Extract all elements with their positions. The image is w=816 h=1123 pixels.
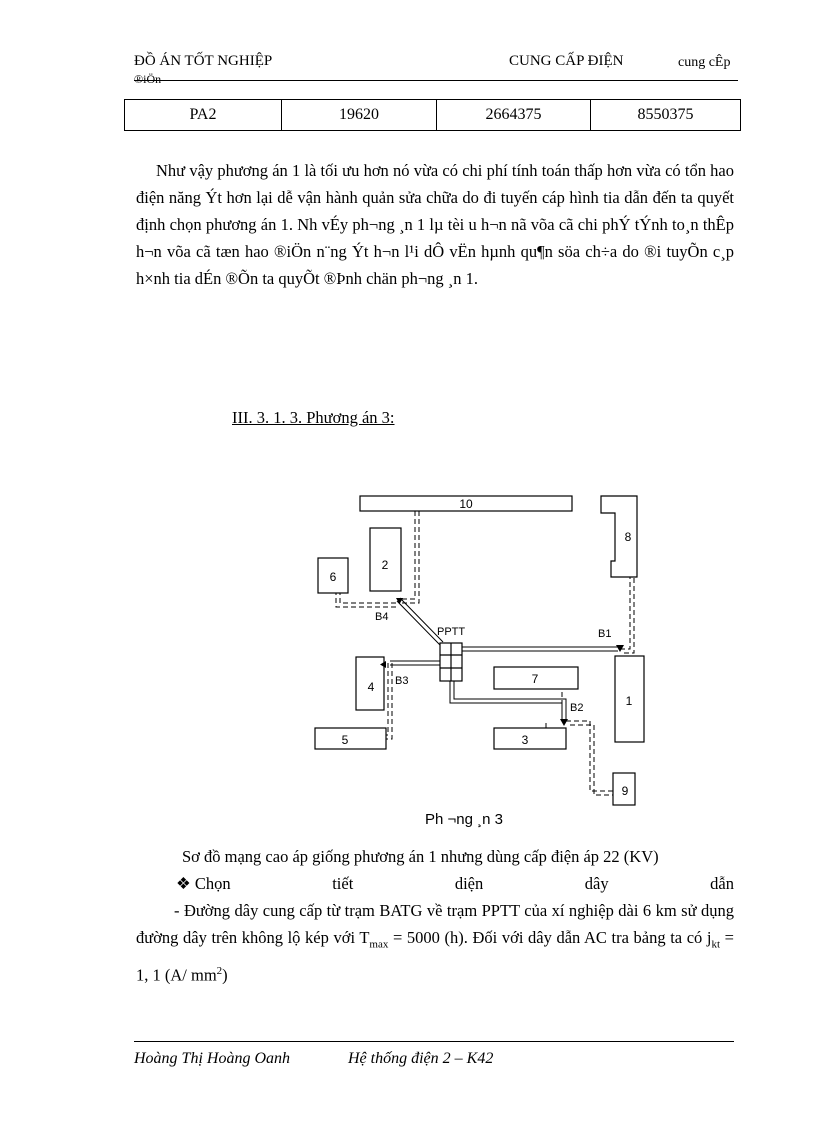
- label-box-10: 10: [459, 497, 473, 511]
- label-box-2: 2: [381, 558, 389, 572]
- choose-word: dẫn: [710, 874, 734, 893]
- table-cell: 2664375: [437, 100, 591, 131]
- label-box-9: 9: [621, 784, 629, 798]
- body-text: - Đường dây cung cấp từ trạm BATG về trạm PPTT của xí nghiệp dài 6 km sử dụng đường dây trên không lộ kép với T: [136, 901, 734, 947]
- diamond-bullet-icon: ❖: [176, 874, 191, 893]
- table-row: [125, 100, 741, 131]
- box-8: [601, 496, 637, 577]
- header-rule: [134, 80, 738, 81]
- footer-rule: [134, 1041, 734, 1042]
- header-garbled-text: cung cÊp: [678, 55, 731, 70]
- table-cell: PA2: [125, 100, 282, 131]
- choose-word: dây: [584, 874, 609, 893]
- jkt-subscript: kt: [711, 938, 721, 951]
- body-line-3: [136, 897, 734, 989]
- body-text: = 1, 1 (A/ mm: [136, 928, 734, 985]
- header-left-title: ĐỒ ÁN TỐT NGHIỆP: [134, 53, 273, 69]
- label-box-6: 6: [329, 570, 337, 584]
- box-5: [315, 728, 386, 749]
- choose-word: tiết: [332, 874, 354, 893]
- label-box-3: 3: [521, 733, 529, 747]
- table-cell: 8550375: [591, 100, 741, 131]
- label-b4: B4: [375, 611, 389, 623]
- paragraph-text: Như vậy phương án 1 là tối ưu hơn nó vừa có chi phí tính toán thấp hơn vừa có tổn hao điện năng Ýt hơn lại dễ vận hành quản sửa chữa do đi tuyến cáp hình tia dẫn đến ta quyết định chọn phương án 1. Nh vÉy ph¬ng ¸n 1 lµ tèi u h¬n nã võa cã chi phÝ tÝnh to¸n thÊp h¬n võa cã tæn hao ®iÖn n¨ng Ýt h¬n l¹i dÔ vËn hµnh qu¶n söa ch÷a do ®i tuyÕn c¸p h×nh tia dÉn ®Õn ta quyÕt ®Þnh chän ph¬ng ¸n 1.: [136, 161, 734, 288]
- label-b3: B3: [395, 675, 409, 687]
- label-box-1: 1: [625, 694, 633, 708]
- label-box-8: 8: [624, 530, 632, 544]
- diagram-caption: Ph ¬ng ¸n 3: [425, 811, 503, 828]
- footer-course: Hệ thống điện 2 – K42: [348, 1050, 494, 1067]
- label-box-7: 7: [531, 672, 539, 686]
- body-text: = 5000 (h). Đối với dây dẫn AC tra bảng ta có j: [388, 928, 712, 947]
- superscript: 2: [216, 965, 223, 978]
- header-garbled-text-2: ®iÖn: [134, 72, 162, 86]
- choose-word: Chọn: [194, 874, 231, 893]
- network-diagram: [300, 485, 645, 810]
- table-cell: 19620: [282, 100, 437, 131]
- tmax-subscript: max: [369, 938, 389, 951]
- footer-author: Hoàng Thị Hoàng Oanh: [134, 1050, 291, 1067]
- comparison-table: [124, 99, 741, 131]
- section-title: III. 3. 1. 3. Phương án 3:: [232, 408, 395, 427]
- label-box-5: 5: [341, 733, 349, 747]
- label-box-4: 4: [367, 680, 375, 694]
- body-section: [136, 843, 734, 989]
- label-pptt: PPTT: [437, 626, 466, 638]
- conclusion-paragraph: [136, 157, 734, 292]
- choose-line: [136, 870, 734, 897]
- body-text: ): [222, 965, 228, 985]
- label-b2: B2: [570, 702, 584, 714]
- header-right-title: CUNG CẤP ĐIỆN: [509, 53, 624, 69]
- body-line-1: Sơ đồ mạng cao áp giống phương án 1 nhưng dùng cấp điện áp 22 (KV): [182, 847, 659, 866]
- choose-word: diện: [454, 874, 484, 893]
- label-b1: B1: [598, 628, 612, 640]
- box-3: [494, 728, 566, 749]
